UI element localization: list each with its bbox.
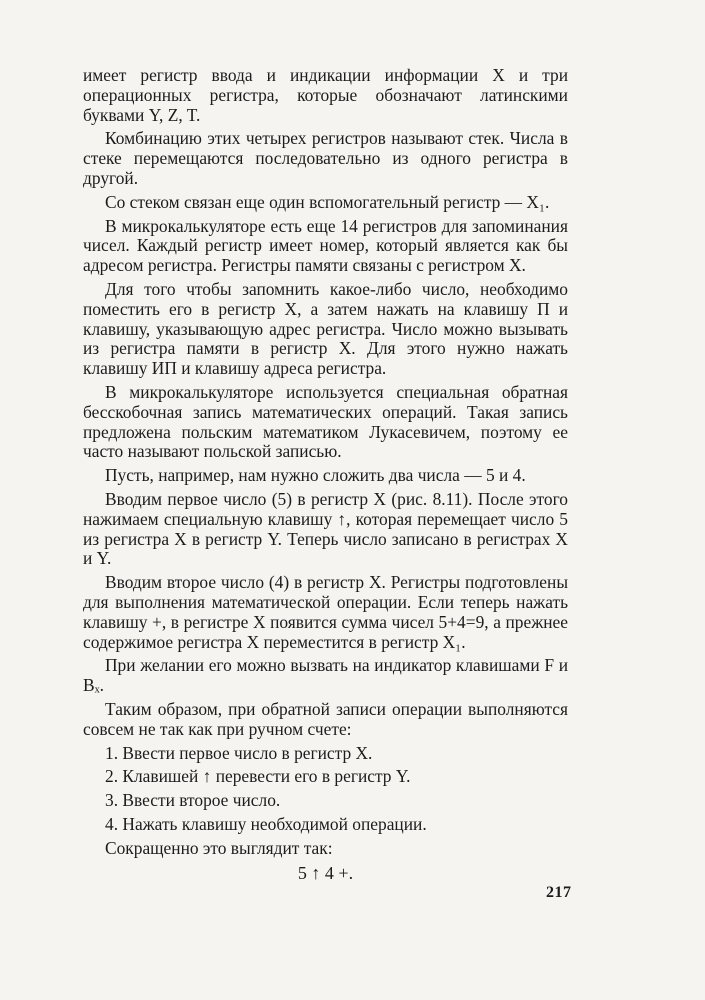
paragraph-11: Таким образом, при обратной записи операции выполняются совсем не так как при ручном счете:	[83, 698, 568, 739]
list-item: 1. Ввести первое число в регистр X.	[105, 742, 373, 763]
page-number: 217	[546, 884, 572, 901]
list-item: 4. Нажать клавишу необходимой операции.	[105, 813, 427, 834]
paragraph-1: имеет регистр ввода и индикации информации X и три операционных регистра, которые обозначают латинскими буквами Y, Z, T.	[83, 65, 568, 125]
paragraph-3: Со стеком связан еще один вспомогательный регистр — X₁.	[105, 191, 550, 212]
list-item: 2. Клавишей ↑ перевести его в регистр Y.	[105, 766, 411, 787]
paragraph-6: В микрокалькуляторе используется специальная обратная бесскобочная запись математических операций. Такая запись предложена польским математиком Лукасевичем, поэтому ее часто называют польской записью.	[83, 381, 568, 462]
steps-list	[83, 744, 568, 835]
list-item: 3. Ввести второе число.	[105, 790, 281, 811]
paragraph-10: При желании его можно вызвать на индикатор клавишами F и Bₓ.	[83, 655, 568, 696]
body-text	[83, 66, 568, 884]
paragraph-2: Комбинацию этих четырех регистров называют стек. Числа в стеке перемещаются последовательно из одного регистра в другой.	[83, 128, 568, 188]
paragraph-4: В микрокалькуляторе есть еще 14 регистров для запоминания чисел. Каждый регистр имеет номер, который является как бы адресом регистра. Регистры памяти связаны с регистром X.	[83, 215, 568, 276]
paragraph-8: Вводим первое число (5) в регистр X (рис. 8.11). После этого нажимаем специальную клавишу ↑, которая перемещает число 5 из регистра X в регистр Y. Теперь число записано в регистрах X и Y.	[83, 488, 568, 569]
paragraph-5: Для того чтобы запомнить какое-либо число, необходимо поместить его в регистр X, а затем нажать на клавишу П и клавишу, указывающую адрес регистра. Число можно вызывать из регистра памяти в регистр X. Для этого нужно нажать клавишу ИП и клавишу адреса регистра.	[83, 278, 568, 379]
formula: 5 ↑ 4 +.	[297, 863, 354, 884]
paragraph-7: Пусть, например, нам нужно сложить два числа — 5 и 4.	[105, 465, 526, 486]
paragraph-9: Вводим второе число (4) в регистр X. Регистры подготовлены для выполнения математической операции. Если теперь нажать клавишу +, в регистре X появится сумма чисел 5+4=9, а прежнее содержимое регистра X переместится в регистр X₁.	[83, 572, 568, 652]
summary-line: Сокращенно это выглядит так:	[105, 837, 333, 858]
